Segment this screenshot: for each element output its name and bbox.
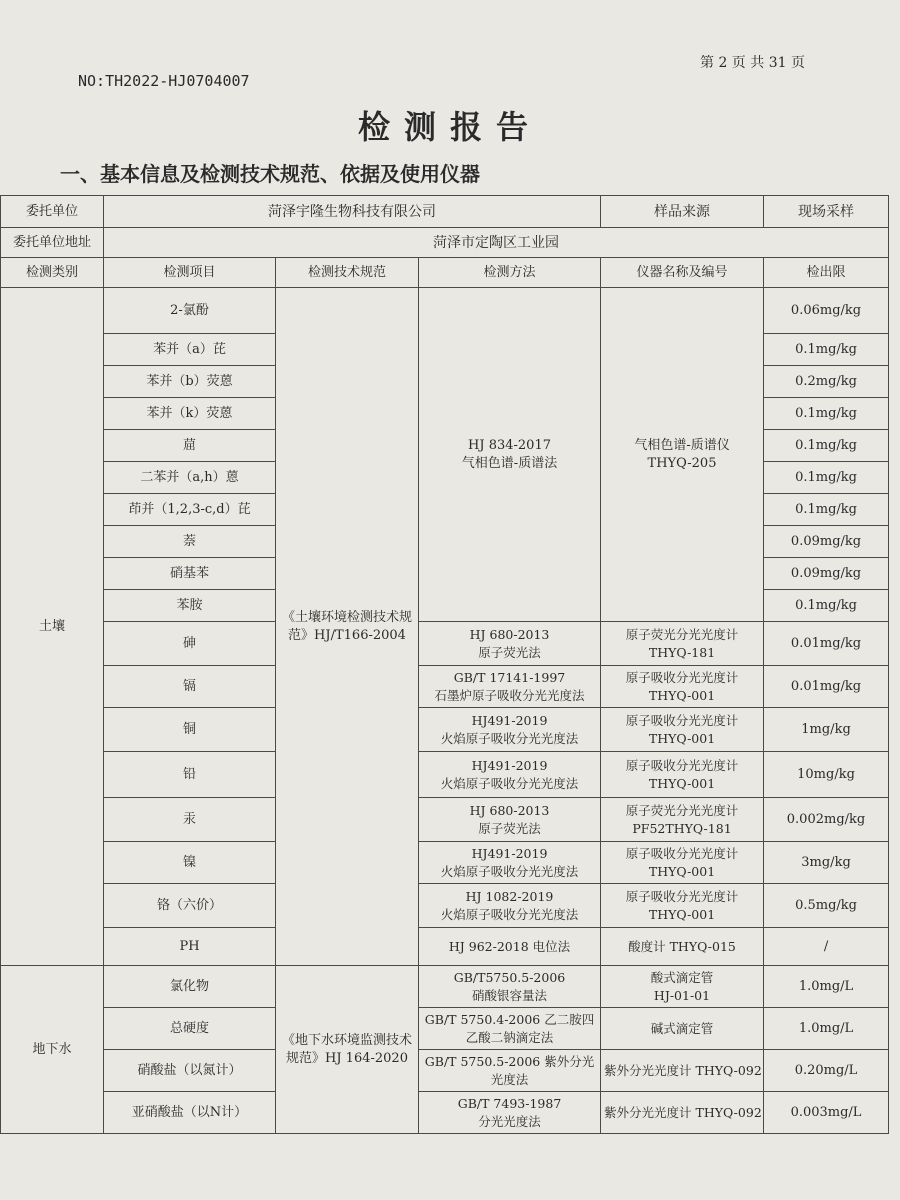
report-table <box>0 195 889 1134</box>
cell-line: 气相色谱-质谱仪 <box>634 437 730 453</box>
cell-line: THYQ-205 <box>647 455 717 471</box>
gcms-method <box>419 288 601 622</box>
detection-limit: 0.2mg/kg <box>764 366 889 398</box>
detection-item: 硝基苯 <box>104 558 276 590</box>
gcms-instrument <box>601 288 764 622</box>
cell-line: GB/T 17141-1997 <box>453 669 566 685</box>
soil-category: 土壤 <box>1 288 104 966</box>
cell-line: THYQ-001 <box>648 775 716 791</box>
cell-line: 原子吸收分光光度计 <box>625 888 739 904</box>
instrument <box>601 842 764 884</box>
detection-item: 亚硝酸盐（以N计） <box>104 1092 276 1134</box>
table-row <box>1 1092 889 1134</box>
cell-line: 原子荧光法 <box>478 644 541 660</box>
detection-method <box>419 708 601 752</box>
detection-method <box>419 928 601 966</box>
detection-item: 硝酸盐（以氮计） <box>104 1050 276 1092</box>
header-spec: 检测技术规范 <box>276 258 419 288</box>
detection-limit: 0.09mg/kg <box>764 526 889 558</box>
page-title: 检测报告 <box>357 108 542 146</box>
header-item: 检测项目 <box>104 258 276 288</box>
table-row <box>1 666 889 708</box>
detection-item: 总硬度 <box>104 1008 276 1050</box>
detection-limit: 1.0mg/L <box>764 966 889 1008</box>
detection-item: 苯并（a）芘 <box>104 334 276 366</box>
detection-item: 铜 <box>104 708 276 752</box>
cell-line: 火焰原子吸收分光光度法 <box>440 730 579 746</box>
cell-line: HJ 680-2013 <box>469 802 550 818</box>
cell-line: 分光光度法 <box>478 1113 541 1129</box>
detection-method <box>419 842 601 884</box>
cell-line: 酸度计 THYQ-015 <box>628 938 736 954</box>
detection-item: 苯并（k）荧蒽 <box>104 398 276 430</box>
detection-method <box>419 1008 601 1050</box>
detection-item: 苯胺 <box>104 590 276 622</box>
header-instrument: 仪器名称及编号 <box>601 258 764 288</box>
cell-line: HJ491-2019 <box>471 757 548 773</box>
cell-line: 紫外分光光度计 THYQ-092 <box>604 1062 762 1078</box>
detection-item: 镉 <box>104 666 276 708</box>
detection-limit: 0.1mg/kg <box>764 398 889 430</box>
table-row <box>1 752 889 798</box>
cell-line: 火焰原子吸收分光光度法 <box>440 863 579 879</box>
cell-line: 原子荧光分光光度计 <box>625 626 739 642</box>
detection-item: 䓛 <box>104 430 276 462</box>
detection-item: 铬（六价） <box>104 884 276 928</box>
detection-item: 铅 <box>104 752 276 798</box>
cell-line: 原子吸收分光光度计 <box>625 845 739 861</box>
cell-line: 气相色谱-质谱法 <box>461 455 558 471</box>
instrument <box>601 708 764 752</box>
table-row <box>1 1050 889 1092</box>
detection-item: 萘 <box>104 526 276 558</box>
detection-method <box>419 1050 601 1092</box>
instrument <box>601 1050 764 1092</box>
detection-limit: 0.5mg/kg <box>764 884 889 928</box>
detection-limit: 1.0mg/L <box>764 1008 889 1050</box>
report-number: NO:TH2022-HJ0704007 <box>78 72 250 90</box>
detection-item: PH <box>104 928 276 966</box>
detection-item: 镍 <box>104 842 276 884</box>
cell-line: 光度法 <box>490 1071 529 1087</box>
instrument <box>601 798 764 842</box>
header-category: 检测类别 <box>1 258 104 288</box>
sample-source-value: 现场采样 <box>764 196 889 228</box>
table-header-row <box>1 258 889 288</box>
detection-method <box>419 966 601 1008</box>
cell-line: 石墨炉原子吸收分光光度法 <box>434 687 585 703</box>
cell-line: GB/T 5750.5-2006 紫外分光 <box>424 1053 595 1069</box>
detection-limit: 0.1mg/kg <box>764 590 889 622</box>
cell-line: 碱式滴定管 <box>650 1020 714 1036</box>
cell-line: GB/T 7493-1987 <box>457 1095 562 1111</box>
cell-line: THYQ-001 <box>648 687 716 703</box>
detection-method <box>419 622 601 666</box>
table-row <box>1 884 889 928</box>
soil-spec: 《土壤环境检测技术规范》HJ/T166-2004 <box>276 288 419 966</box>
detection-limit: 1mg/kg <box>764 708 889 752</box>
cell-line: THYQ-001 <box>648 863 716 879</box>
instrument <box>601 966 764 1008</box>
cell-line: PF52THYQ-181 <box>632 820 732 836</box>
cell-line: 乙酸二钠滴定法 <box>465 1029 554 1045</box>
detection-limit: 10mg/kg <box>764 752 889 798</box>
detection-limit: 0.1mg/kg <box>764 494 889 526</box>
cell-line: 原子吸收分光光度计 <box>625 712 739 728</box>
cell-line: HJ 680-2013 <box>469 626 550 642</box>
table-row <box>1 966 889 1008</box>
detection-method <box>419 798 601 842</box>
cell-line: THYQ-001 <box>648 906 716 922</box>
section-title: 一、基本信息及检测技术规范、依据及使用仪器 <box>60 162 480 186</box>
detection-limit: 0.1mg/kg <box>764 462 889 494</box>
table-row <box>1 288 889 334</box>
groundwater-spec: 《地下水环境监测技术规范》HJ 164-2020 <box>276 966 419 1134</box>
header-method: 检测方法 <box>419 258 601 288</box>
cell-line: HJ 962-2018 电位法 <box>448 938 571 954</box>
cell-line: GB/T5750.5-2006 <box>453 969 566 985</box>
detection-limit: 0.002mg/kg <box>764 798 889 842</box>
instrument <box>601 884 764 928</box>
table-row <box>1 798 889 842</box>
cell-line: 原子荧光分光光度计 <box>625 802 739 818</box>
groundwater-category: 地下水 <box>1 966 104 1134</box>
cell-line: 硝酸银容量法 <box>472 987 548 1003</box>
cell-line: 紫外分光光度计 THYQ-092 <box>604 1104 762 1120</box>
cell-line: 火焰原子吸收分光光度法 <box>440 906 579 922</box>
cell-line: 原子吸收分光光度计 <box>625 669 739 685</box>
detection-method <box>419 1092 601 1134</box>
detection-limit: 0.1mg/kg <box>764 430 889 462</box>
detection-method <box>419 666 601 708</box>
table-row <box>1 928 889 966</box>
detection-item: 茚并（1,2,3-c,d）芘 <box>104 494 276 526</box>
cell-line: HJ491-2019 <box>471 845 548 861</box>
cell-line: 火焰原子吸收分光光度法 <box>440 775 579 791</box>
table-row <box>1 622 889 666</box>
instrument <box>601 666 764 708</box>
detection-method <box>419 884 601 928</box>
detection-limit: 0.09mg/kg <box>764 558 889 590</box>
cell-line: HJ491-2019 <box>471 712 548 728</box>
detection-item: 汞 <box>104 798 276 842</box>
client-value: 菏泽宇隆生物科技有限公司 <box>104 196 601 228</box>
cell-line: HJ 834-2017 <box>468 437 551 453</box>
detection-item: 砷 <box>104 622 276 666</box>
detection-item: 2-氯酚 <box>104 288 276 334</box>
cell-line: 酸式滴定管 <box>650 969 714 985</box>
detection-limit: 0.01mg/kg <box>764 622 889 666</box>
sample-source-label: 样品来源 <box>601 196 764 228</box>
table-row <box>1 708 889 752</box>
detection-limit: 0.01mg/kg <box>764 666 889 708</box>
cell-line: GB/T 5750.4-2006 乙二胺四 <box>424 1011 595 1027</box>
table-row <box>1 842 889 884</box>
instrument <box>601 1092 764 1134</box>
cell-line: 原子荧光法 <box>478 820 541 836</box>
cell-line: HJ-01-01 <box>653 987 711 1003</box>
detection-item: 二苯并（a,h）蒽 <box>104 462 276 494</box>
detection-limit: 0.003mg/L <box>764 1092 889 1134</box>
cell-line: THYQ-001 <box>648 730 716 746</box>
instrument <box>601 622 764 666</box>
detection-limit: 0.1mg/kg <box>764 334 889 366</box>
cell-line: HJ 1082-2019 <box>465 888 554 904</box>
detection-limit: 0.06mg/kg <box>764 288 889 334</box>
instrument <box>601 1008 764 1050</box>
detection-method <box>419 752 601 798</box>
detection-item: 苯并（b）荧蒽 <box>104 366 276 398</box>
table-row <box>1 1008 889 1050</box>
detection-limit: 3mg/kg <box>764 842 889 884</box>
header-limit: 检出限 <box>764 258 889 288</box>
detection-limit: / <box>764 928 889 966</box>
cell-line: 原子吸收分光光度计 <box>625 757 739 773</box>
instrument <box>601 928 764 966</box>
address-value: 菏泽市定陶区工业园 <box>104 228 889 258</box>
detection-item: 氯化物 <box>104 966 276 1008</box>
address-label: 委托单位地址 <box>1 228 104 258</box>
instrument <box>601 752 764 798</box>
cell-line: THYQ-181 <box>648 644 716 660</box>
page-indicator: 第 2 页 共 31 页 <box>700 55 805 71</box>
detection-limit: 0.20mg/L <box>764 1050 889 1092</box>
client-label: 委托单位 <box>1 196 104 228</box>
